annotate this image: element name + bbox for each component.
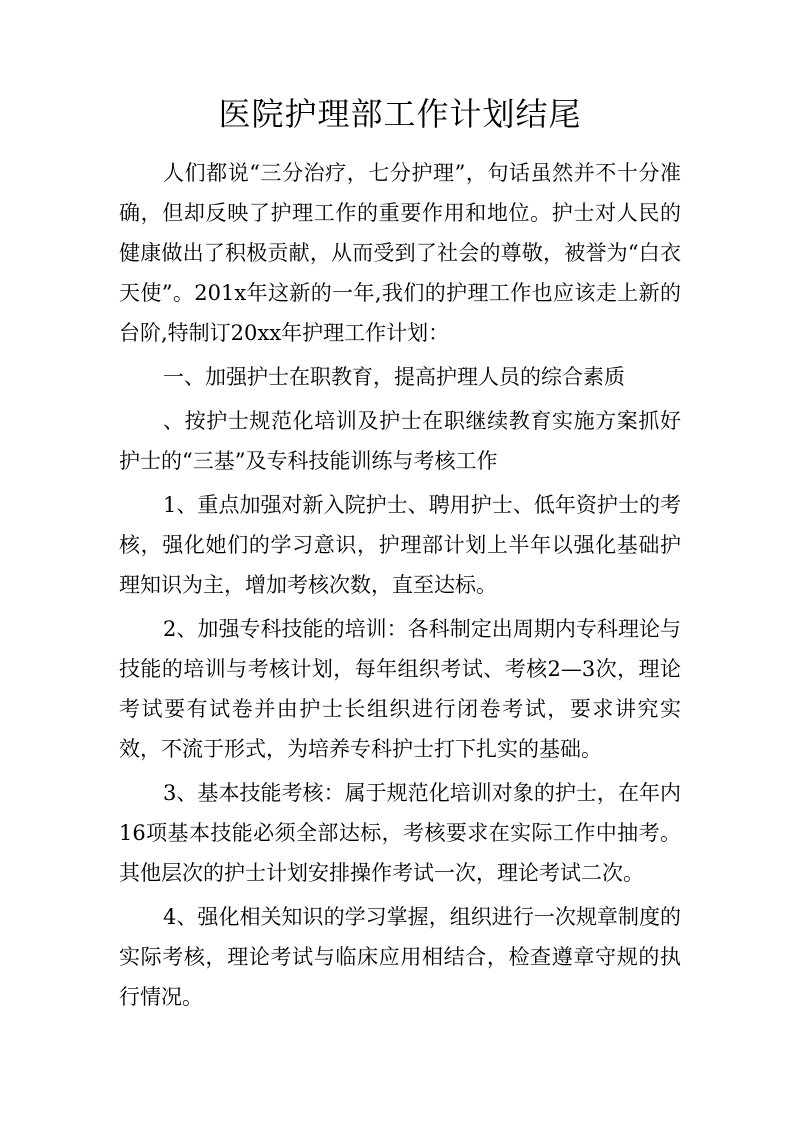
paragraph-item-3: 3、基本技能考核：属于规范化培训对象的护士，在年内16项基本技能必须全部达标，考核要求在实际工作中抽考。其他层次的护士计划安排操作考试一次，理论考试二次。 bbox=[119, 781, 681, 885]
document-body bbox=[119, 153, 681, 1021]
paragraph-section-heading: 一、加强护士在职教育，提高护理人员的综合素质 bbox=[163, 365, 625, 389]
paragraph-intro: 人们都说“三分治疗，七分护理”，句话虽然并不十分准确，但却反映了护理工作的重要作用和地位。护士对人民的健康做出了积极贡献，从而受到了社会的尊敬，被誉为“白衣天使”。201x年这新的一年,我们的护理工作也应该走上新的台阶,特制订20xx年护理工作计划： bbox=[119, 161, 681, 345]
document-title: 医院护理部工作计划结尾 bbox=[218, 95, 582, 133]
paragraph-item-1: 1、重点加强对新入院护士、聘用护士、低年资护士的考核，强化她们的学习意识，护理部计划上半年以强化基础护理知识为主，增加考核次数，直至达标。 bbox=[119, 493, 681, 597]
paragraph-item-2: 2、加强专科技能的培训：各科制定出周期内专科理论与技能的培训与考核计划，每年组织考试、考核2—3次，理论考试要有试卷并由护士长组织进行闭卷考试，要求讲究实效，不流于形式，为培养专科护士打下扎实的基础。 bbox=[119, 617, 681, 761]
paragraph-subsection: 、按护士规范化培训及护士在职继续教育实施方案抓好护士的“三基”及专科技能训练与考核工作 bbox=[119, 409, 681, 473]
paragraph-item-4: 4、强化相关知识的学习掌握，组织进行一次规章制度的实际考核，理论考试与临床应用相结合，检查遵章守规的执行情况。 bbox=[119, 905, 681, 1009]
